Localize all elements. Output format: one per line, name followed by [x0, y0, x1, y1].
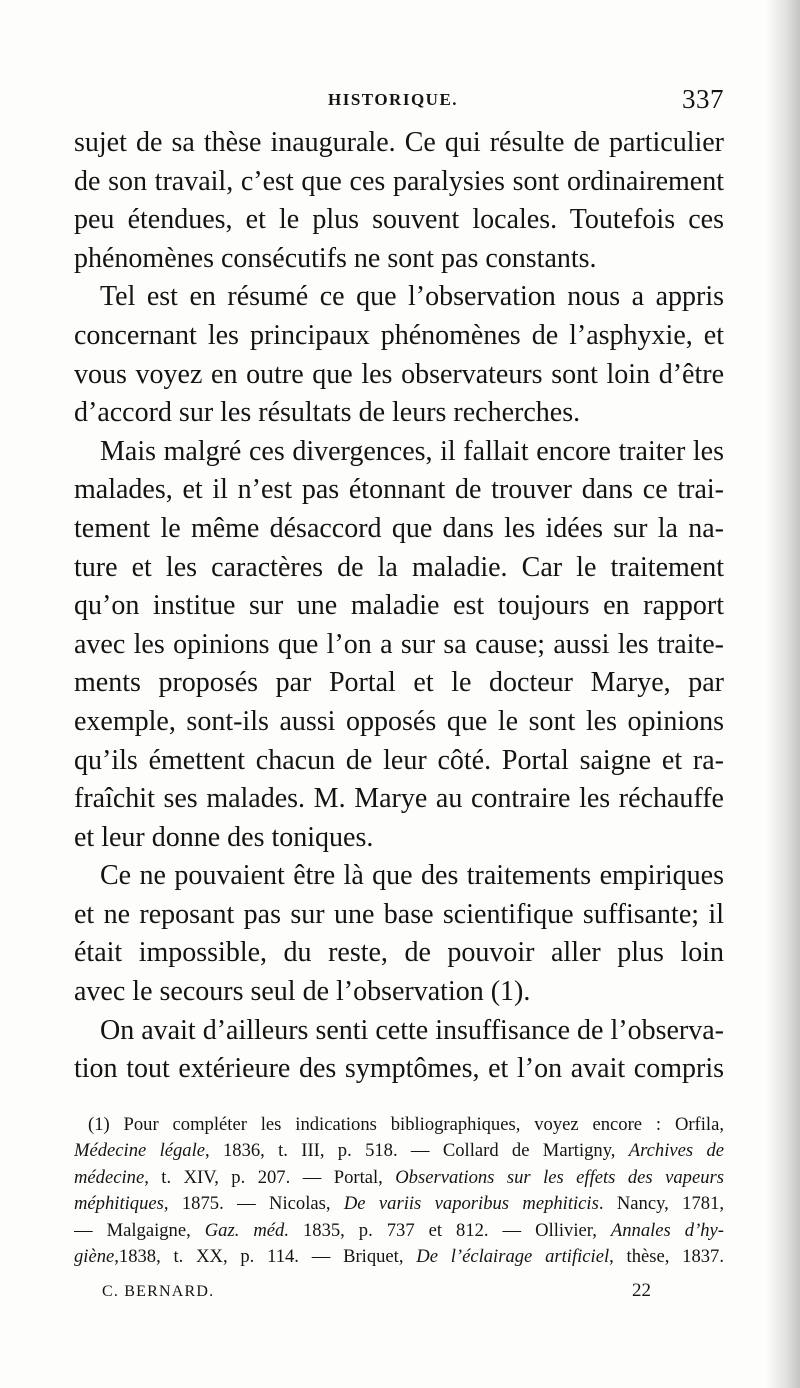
footnote-text: (1) Pour compléter les indications bibliographiques, voyez encore : Orfila,: [88, 1114, 724, 1135]
footnote-text: , thèse, 1837.: [609, 1246, 724, 1268]
text-line: ture et les caractères de la maladie. Car le traitement: [74, 551, 724, 583]
text-line: tion tout extérieure des symptômes, et l’on avait compris: [74, 1053, 724, 1085]
text-line: avec les opinions que l’on a sur sa cause; aussi les traite-: [74, 628, 724, 660]
footnote-title: De variis vaporibus mephiticis: [343, 1193, 599, 1215]
footnote: [74, 1112, 724, 1270]
paragraph-start-line: Ce ne pouvaient être là que des traitements empiriques: [100, 860, 724, 892]
footnote-text: , t. XIV, p. 207. — Portal,: [144, 1166, 396, 1188]
text-line: vous voyez en outre que les observateurs sont loin d’être: [74, 358, 724, 390]
footnote-text: — Malgaigne,: [74, 1219, 205, 1241]
footnote-text: 1835, p. 737 et 812. — Ollivier,: [288, 1219, 611, 1241]
footnote-title: Annales d’hy-: [610, 1219, 724, 1241]
footnote-line: [74, 1191, 724, 1217]
paragraph-start-line: Tel est en résumé ce que l’observation nous a appris: [100, 281, 724, 313]
footnote-text: , 1875. — Nicolas,: [163, 1193, 344, 1215]
text-line: qu’on institue sur une maladie est toujours en rapport: [74, 590, 724, 622]
main-text: [74, 124, 724, 1089]
text-line: sujet de sa thèse inaugurale. Ce qui résulte de particulier: [74, 127, 724, 158]
footnote-title: Archives de: [628, 1140, 724, 1162]
footnote-line: [74, 1112, 724, 1138]
text-line: qu’ils émettent chacun de leur côté. Portal saigne et ra-: [74, 744, 724, 776]
text-line: et ne reposant pas sur une base scientifique suffisante; il: [74, 898, 724, 930]
text-line: avec le secours seul de l’observation (1).: [74, 976, 531, 1008]
text-line: phénomènes consécutifs ne sont pas constants.: [74, 242, 597, 274]
footnote-title: giène: [74, 1246, 115, 1268]
text-line: malades, et il n’est pas étonnant de trouver dans ce trai-: [74, 474, 724, 506]
footnote-text: ,1838, t. XX, p. 114. — Briquet,: [114, 1246, 417, 1268]
text-line: d’accord sur les résultats de leurs recherches.: [74, 397, 581, 429]
footnote-line: [74, 1218, 724, 1244]
paragraph-start-line: Mais malgré ces divergences, il fallait encore traiter les: [100, 435, 724, 467]
text-line: ments proposés par Portal et le docteur Marye, par: [74, 667, 724, 699]
printer-signature: C. BERNARD.: [102, 1283, 215, 1300]
page-edge-shadow: [766, 0, 800, 1388]
text-line: de son travail, c’est que ces paralysies sont ordinairement: [74, 165, 724, 197]
footnote-title: médecine: [74, 1166, 145, 1188]
text-line: et leur donne des toniques.: [74, 821, 374, 853]
text-line: peu étendues, et le plus souvent locales. Toutefois ces: [74, 204, 724, 236]
paragraph-start-line: On avait d’ailleurs senti cette insuffisance de l’observa-: [100, 1014, 724, 1046]
text-line: fraîchit ses malades. M. Marye au contraire les réchauffe: [74, 783, 724, 815]
footnote-title: Gaz. méd.: [204, 1219, 289, 1241]
footnote-line: [74, 1138, 724, 1164]
sheet-number: 22: [632, 1280, 651, 1301]
footnote-line: [74, 1165, 724, 1191]
footnote-text: , 1836, t. III, p. 518. — Collard de Martigny,: [205, 1140, 629, 1162]
page-header: [74, 84, 724, 116]
page-number: 337: [682, 84, 724, 114]
text-line: était impossible, du reste, de pouvoir aller plus loin: [74, 937, 724, 969]
running-head: HISTORIQUE.: [328, 90, 459, 109]
footnote-title: méphitiques: [74, 1193, 164, 1215]
footnote-text: . Nancy, 1781,: [598, 1193, 724, 1215]
text-line: tement le même désaccord que dans les idées sur la na-: [74, 512, 724, 544]
text-line: exemple, sont-ils aussi opposés que le sont les opinions: [74, 705, 724, 737]
footnote-title: De l’éclairage artificiel: [416, 1246, 610, 1268]
footnote-title: Médecine légale: [74, 1140, 206, 1162]
footnote-line: [74, 1244, 724, 1270]
text-line: concernant les principaux phénomènes de l’asphyxie, et: [74, 319, 724, 351]
footnote-title: Observations sur les effets des vapeurs: [395, 1166, 724, 1188]
